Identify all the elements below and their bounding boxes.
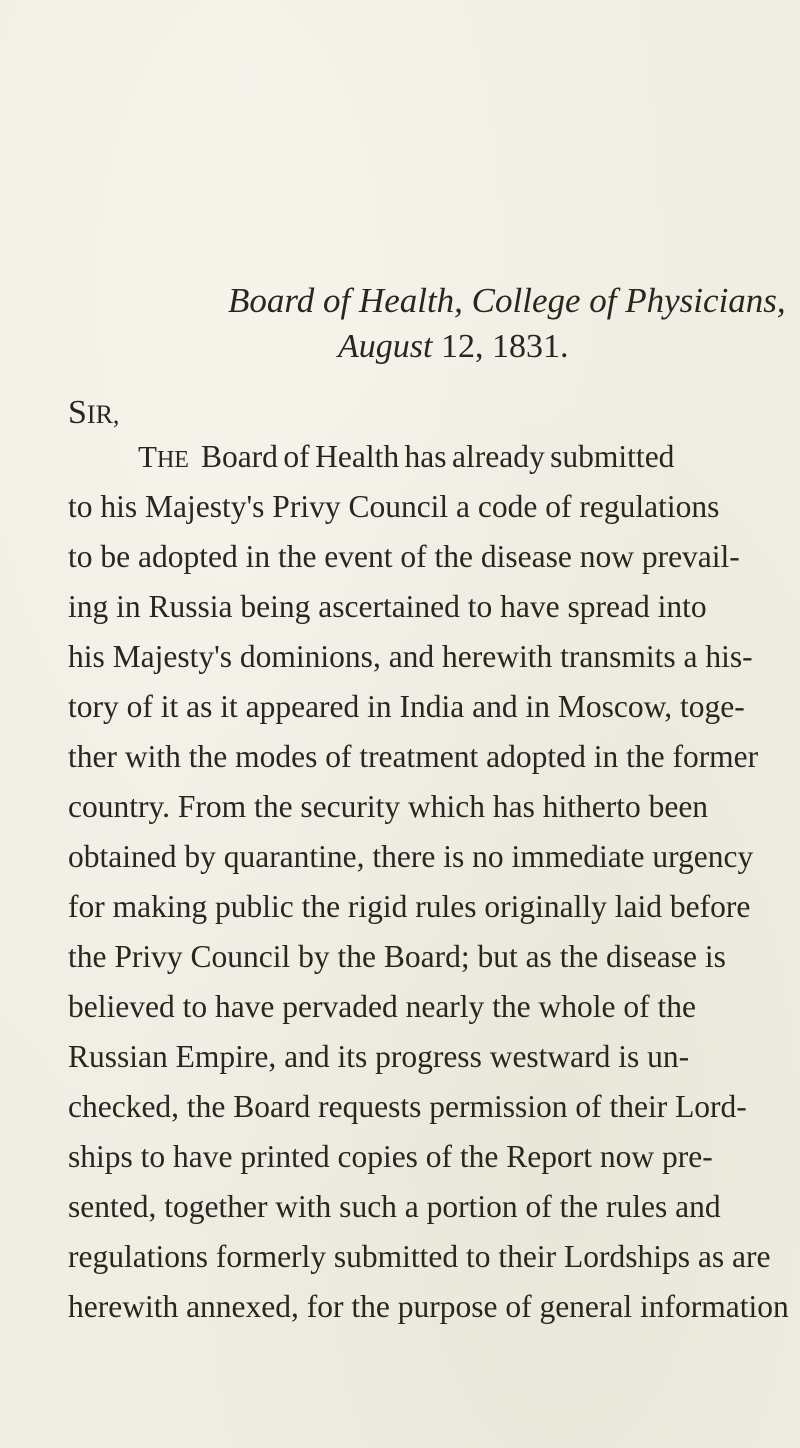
body-line: the Privy Council by the Board; but as the disease is: [68, 939, 726, 974]
body-line: herewith annexed, for the purpose of general information: [68, 1289, 789, 1324]
letter-heading: Board of Health, College of Physicians,: [228, 281, 786, 320]
opening-word: [138, 432, 189, 482]
opening-word-initial: T: [138, 439, 157, 474]
body-line: his Majesty's dominions, and herewith transmits a his-: [68, 639, 753, 674]
body-line: ing in Russia being ascertained to have spread into: [68, 589, 707, 624]
body-line: believed to have pervaded nearly the whole of the: [68, 989, 696, 1024]
body-line: checked, the Board requests permission of their Lord-: [68, 1089, 747, 1124]
body-line: obtained by quarantine, there is no immediate urgency: [68, 839, 754, 874]
salutation-rest: IR,: [86, 400, 120, 429]
body-line: to his Majesty's Privy Council a code of regulations: [68, 489, 720, 524]
body-line-text: Board of Health has already submitted: [200, 439, 675, 474]
date-rest: 12, 1831.: [440, 328, 569, 365]
body-line: Russian Empire, and its progress westward is un-: [68, 1039, 690, 1074]
body-line: for making public the rigid rules originally laid before: [68, 889, 751, 924]
body-line: ships to have printed copies of the Report now pre-: [68, 1139, 713, 1174]
salutation: [68, 392, 119, 436]
body-line: [68, 432, 790, 482]
body-line: country. From the security which has hitherto been: [68, 789, 709, 824]
body-line: tory of it as it appeared in India and in Moscow, toge-: [68, 689, 745, 724]
date-month: August: [338, 328, 433, 365]
body-line: ther with the modes of treatment adopted in the former: [68, 739, 759, 774]
body-line: regulations formerly submitted to their Lordships as are: [68, 1239, 771, 1274]
opening-word-rest: HE: [156, 447, 189, 473]
body-line: to be adopted in the event of the disease now prevail-: [68, 539, 740, 574]
letter-body: [68, 432, 790, 1332]
body-line: sented, together with such a portion of the rules and: [68, 1189, 721, 1224]
salutation-initial: S: [68, 394, 87, 431]
letter-date: [338, 326, 568, 368]
